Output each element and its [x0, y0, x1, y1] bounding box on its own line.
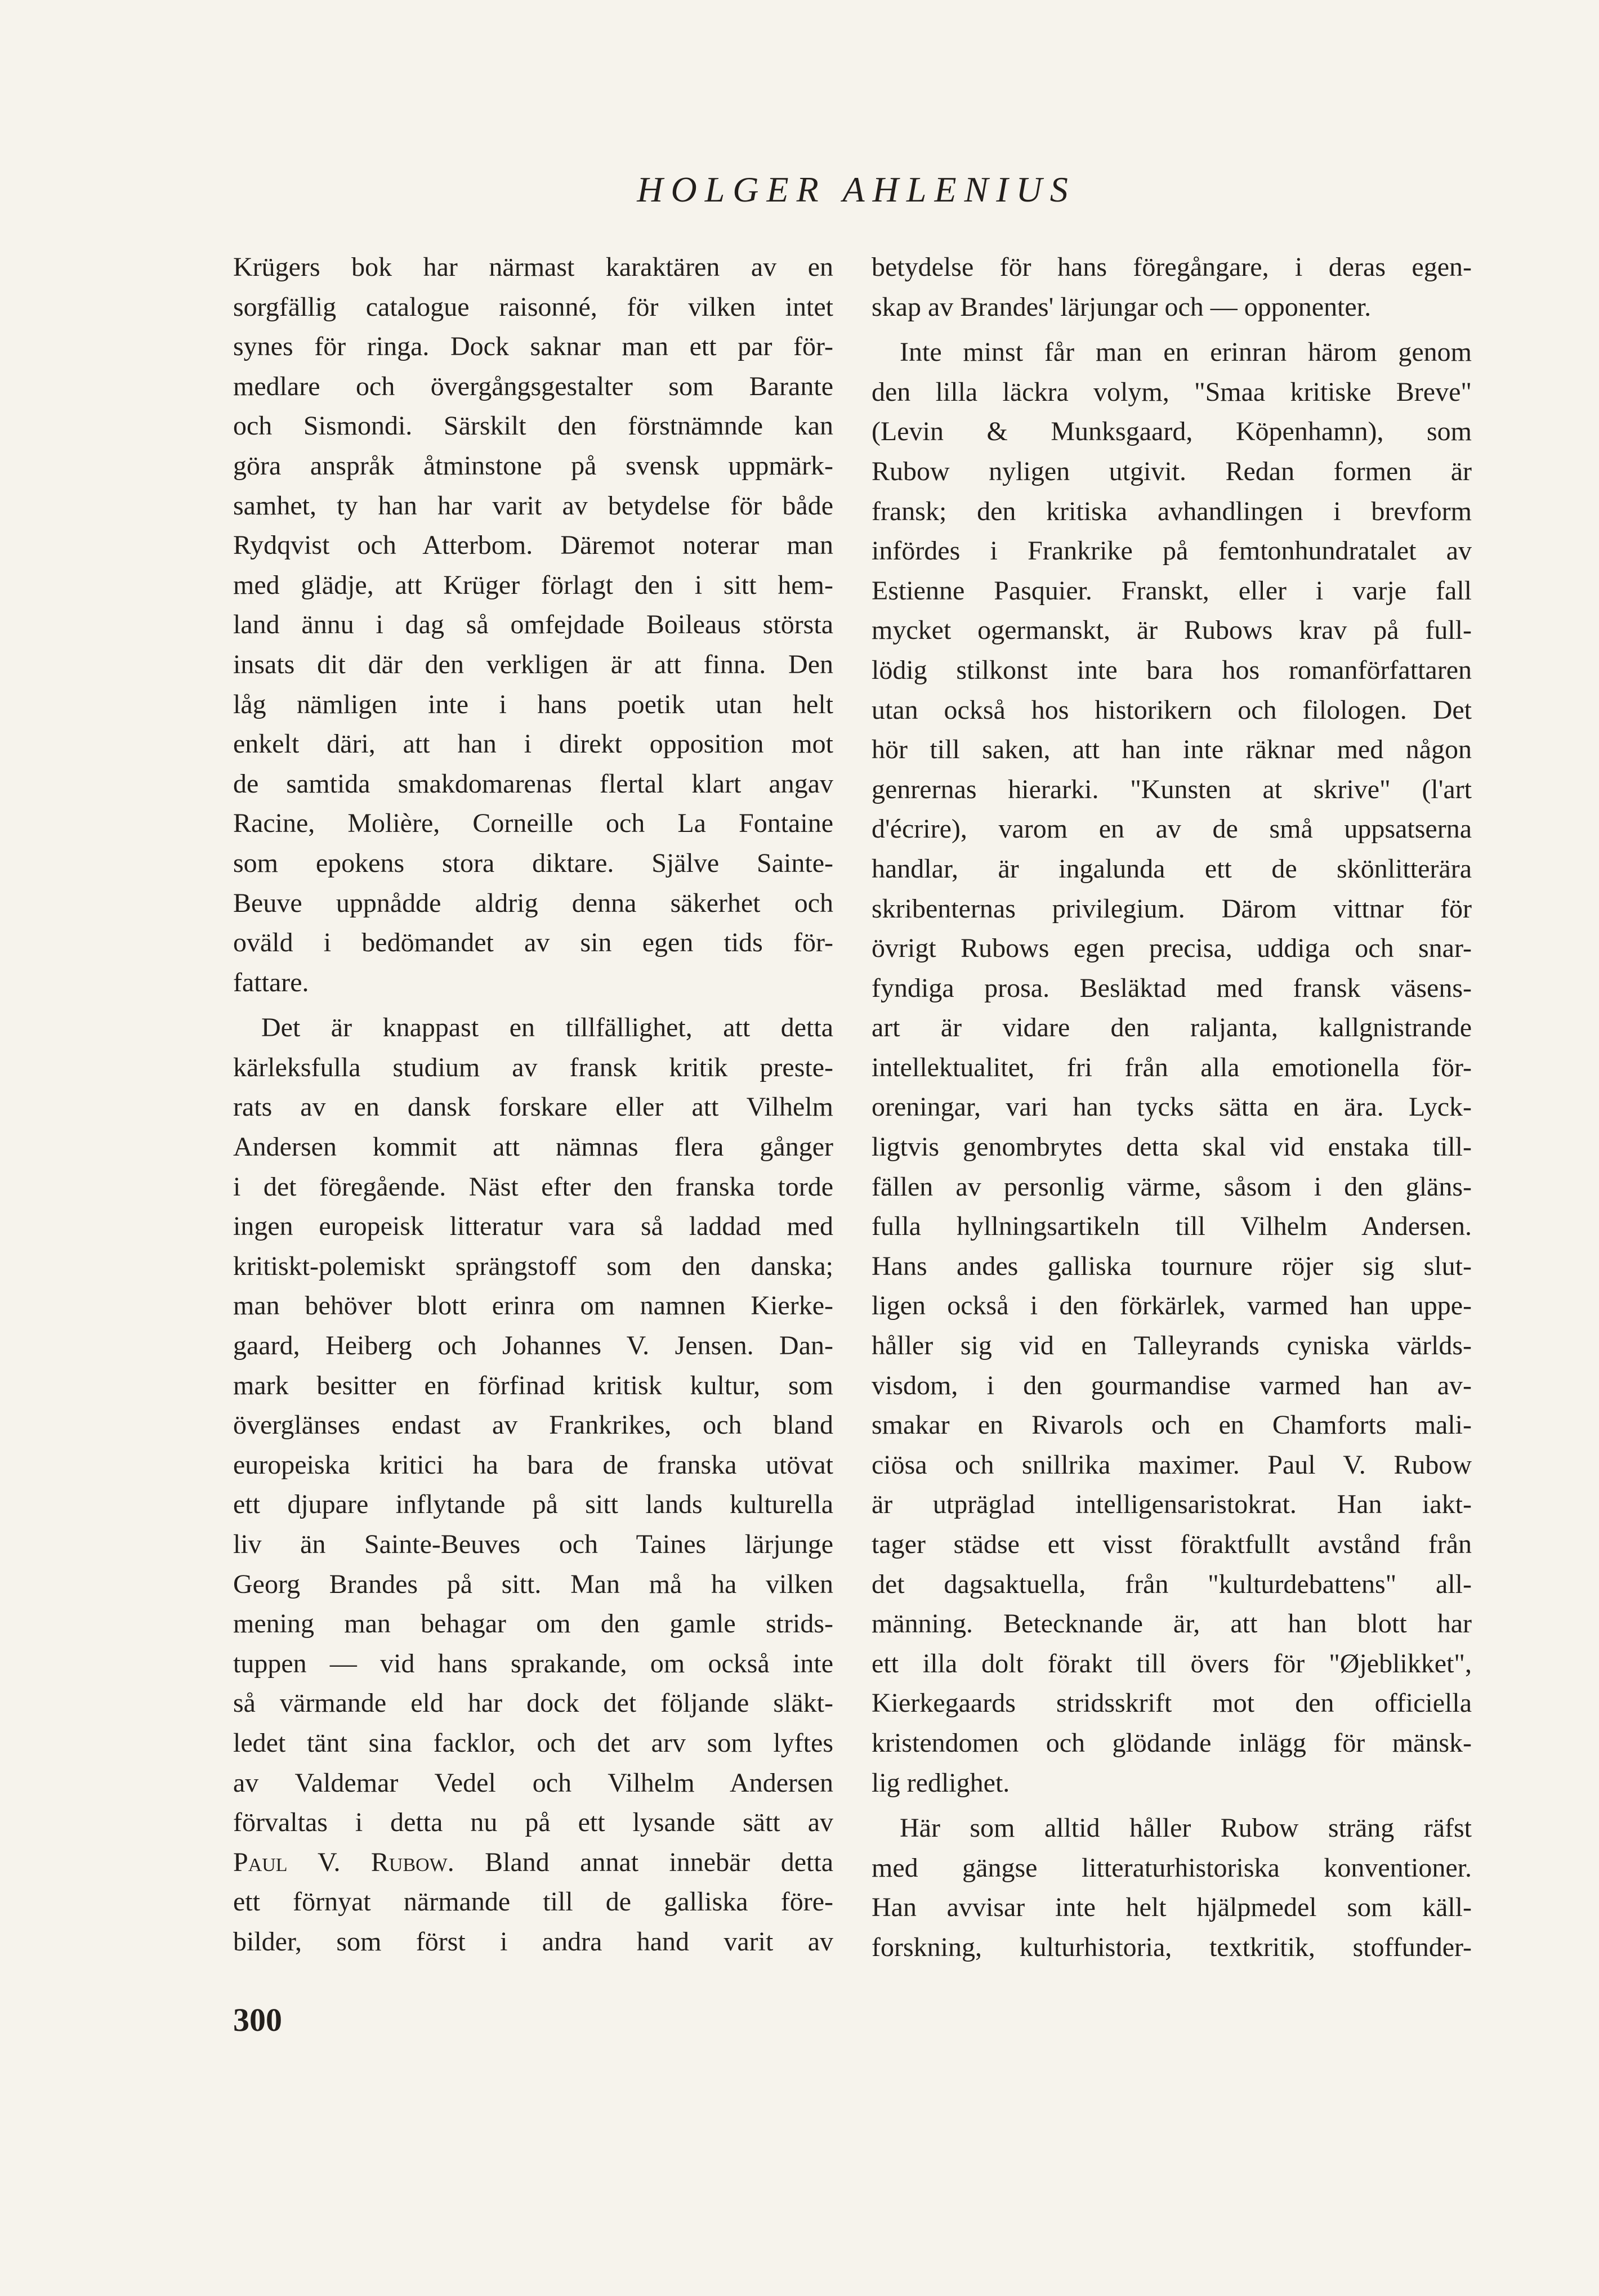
text-line: Andersen kommit att nämnas flera gånger: [233, 1132, 833, 1162]
text-line: lig redlighet.: [872, 1767, 1010, 1798]
text-line: fulla hyllningsartikeln till Vilhelm Andersen.: [872, 1211, 1472, 1242]
text-line: Kierkegaards stridsskrift mot den officiella: [872, 1688, 1472, 1718]
text-line: tuppen — vid hans sprakande, om också inte: [233, 1648, 833, 1679]
text-line: ett djupare inflytande på sitt lands kulturella: [233, 1489, 833, 1520]
text-line: överglänses endast av Frankrikes, och bland: [233, 1410, 833, 1440]
text-line: Han avvisar inte helt hjälpmedel som käll-: [872, 1892, 1472, 1923]
text-line: fällen av personlig värme, såsom i den gläns-: [872, 1171, 1472, 1202]
text-line: land ännu i dag så omfejdade Boileaus största: [233, 610, 833, 640]
text-line: mark besitter en förfinad kritisk kultur, som: [233, 1370, 833, 1400]
text-line: i det föregående. Näst efter den franska torde: [233, 1171, 833, 1202]
text-line: fransk; den kritiska avhandlingen i brevform: [872, 496, 1472, 526]
text-line: övrigt Rubows egen precisa, uddiga och snar-: [872, 933, 1472, 964]
text-line: medlare och övergångsgestalter som Barante: [233, 371, 833, 401]
text-line: som epokens stora diktare. Själve Sainte-: [233, 848, 833, 878]
text-line: ingen europeisk litteratur vara så laddad med: [233, 1211, 833, 1242]
text-line: det dagsaktuella, från "kulturdebattens" all-: [872, 1569, 1472, 1599]
text-line: insats dit där den verkligen är att finna. Den: [233, 649, 833, 679]
text-line: mening man behagar om den gamle strids-: [233, 1609, 833, 1639]
text-line: med gängse litteraturhistoriska konventioner.: [872, 1852, 1472, 1883]
text-line: mycket ogermanskt, är Rubows krav på full-: [872, 615, 1472, 646]
text-line: med glädje, att Krüger förlagt den i sitt hem-: [233, 570, 833, 600]
text-line: oväld i bedömandet av sin egen tids för-: [233, 928, 833, 958]
text-line: synes för ringa. Dock saknar man ett par för-: [233, 332, 833, 362]
text-line: kristendomen och glödande inlägg för mänsk-: [872, 1727, 1472, 1758]
text-line: den lilla läckra volym, "Smaa kritiske Breve": [872, 377, 1472, 407]
text-line: ledet tänt sina facklor, och det arv som lyftes: [233, 1727, 833, 1758]
page-number: 300: [233, 2002, 282, 2038]
text-line: ciösa och snillrika maximer. Paul V. Rubow: [872, 1449, 1472, 1480]
text-line: Det är knappast en tillfällighet, att detta: [261, 1013, 833, 1043]
text-line: genrernas hierarki. "Kunsten at skrive" (l'art: [872, 774, 1472, 804]
text-line: fattare.: [233, 967, 309, 997]
text-line: förvaltas i detta nu på ett lysande sätt av: [233, 1807, 833, 1838]
text-line: göra anspråk åtminstone på svensk uppmärk-: [233, 450, 833, 481]
text-line: rats av en dansk forskare eller att Vilhelm: [233, 1092, 833, 1122]
text-line: ligen också i den förkärlek, varmed han uppe-: [872, 1291, 1472, 1321]
text-line: intellektualitet, fri från alla emotionella för-: [872, 1052, 1472, 1082]
paragraph: [872, 1809, 1472, 1967]
text-line: (Levin & Munksgaard, Köpenhamn), som: [872, 417, 1472, 447]
text-line: hör till saken, att han inte räknar med någon: [872, 735, 1472, 765]
paragraph: [872, 248, 1472, 327]
text-line: Georg Brandes på sitt. Man må ha vilken: [233, 1569, 833, 1599]
text-line: ligtvis genombrytes detta skal vid enstaka till-: [872, 1132, 1472, 1162]
text-line: kärleksfulla studium av fransk kritik preste-: [233, 1052, 833, 1082]
text-line: Krügers bok har närmast karaktären av en: [233, 252, 833, 282]
text-line: Estienne Pasquier. Franskt, eller i varje fall: [872, 575, 1472, 606]
text-line: art är vidare den raljanta, kallgnistrande: [872, 1013, 1472, 1043]
text-line: Inte minst får man en erinran härom genom: [900, 337, 1472, 368]
text-column-right: [872, 248, 1472, 1973]
text-line: ett illa dolt förakt till övers för "Øjeblikket",: [872, 1648, 1472, 1679]
text-line: enkelt däri, att han i direkt opposition mot: [233, 729, 833, 759]
text-line: männing. Betecknande är, att han blott har: [872, 1609, 1472, 1639]
paragraph: [872, 333, 1472, 1803]
text-line: visdom, i den gourmandise varmed han av-: [872, 1370, 1472, 1400]
text-line: kritiskt-polemiskt sprängstoff som den danska;: [233, 1251, 833, 1281]
text-line: bilder, som först i andra hand varit av: [233, 1926, 833, 1957]
text-line: ett förnyat närmande till de galliska före-: [233, 1887, 833, 1917]
text-line: utan också hos historikern och filologen. Det: [872, 695, 1472, 725]
text-line: Här som alltid håller Rubow sträng räfst: [900, 1813, 1472, 1843]
text-line: smakar en Rivarols och en Chamforts mali-: [872, 1410, 1472, 1440]
text-line: de samtida smakdomarenas flertal klart angav: [233, 768, 833, 799]
text-line: låg nämligen inte i hans poetik utan helt: [233, 689, 833, 719]
paragraph: [233, 248, 833, 1002]
text-line: forskning, kulturhistoria, textkritik, stoffunder-: [872, 1932, 1472, 1962]
text-line: skap av Brandes' lärjungar och — opponenter.: [872, 292, 1372, 322]
text-line: Rydqvist och Atterbom. Däremot noterar man: [233, 530, 833, 561]
text-line: Racine, Molière, Corneille och La Fontaine: [233, 808, 833, 839]
text-line: handlar, är ingalunda ett de skönlitterära: [872, 853, 1472, 884]
text-line: Hans andes galliska tournure röjer sig slut-: [872, 1251, 1472, 1281]
text-line: håller sig vid en Talleyrands cyniska världs-: [872, 1331, 1472, 1361]
text-line: av Valdemar Vedel och Vilhelm Andersen: [233, 1767, 833, 1798]
text-line: är utpräglad intelligensaristokrat. Han iakt-: [872, 1489, 1472, 1520]
paragraph: [233, 1008, 833, 1962]
text-line: betydelse för hans föregångare, i deras egen-: [872, 252, 1472, 282]
text-line: liv än Sainte-Beuves och Taines lärjunge: [233, 1529, 833, 1559]
text-line: Rubow nyligen utgivit. Redan formen är: [872, 456, 1472, 486]
text-line: skribenternas privilegium. Därom vittnar för: [872, 893, 1472, 924]
text-line: fyndiga prosa. Besläktad med fransk väsens-: [872, 973, 1472, 1003]
text-line: d'écrire), varom en av de små uppsatserna: [872, 814, 1472, 844]
text-line: oreningar, vari han tycks sätta en ära. Lyck-: [872, 1092, 1472, 1122]
text-line: lödig stilkonst inte bara hos romanförfattaren: [872, 655, 1472, 685]
text-line: samhet, ty han har varit av betydelse för både: [233, 490, 833, 521]
text-line: gaard, Heiberg och Johannes V. Jensen. Dan-: [233, 1331, 833, 1361]
text-line: så värmande eld har dock det följande släkt-: [233, 1688, 833, 1718]
running-title: HOLGER AHLENIUS: [637, 169, 1076, 209]
text-line: man behöver blott erinra om namnen Kierke-: [233, 1291, 833, 1321]
text-line: europeiska kritici ha bara de franska utövat: [233, 1449, 833, 1480]
text-line: infördes i Frankrike på femtonhundratalet av: [872, 536, 1472, 566]
text-line: Beuve uppnådde aldrig denna säkerhet och: [233, 888, 833, 918]
text-line: tager städse ett visst föraktfullt avstånd från: [872, 1529, 1472, 1559]
text-line: och Sismondi. Särskilt den förstnämnde kan: [233, 411, 833, 441]
text-line: sorgfällig catalogue raisonné, för vilken intet: [233, 292, 833, 322]
text-line: Paul V. Rubow. Bland annat innebär detta: [233, 1847, 833, 1877]
text-column-left: [233, 248, 833, 1968]
